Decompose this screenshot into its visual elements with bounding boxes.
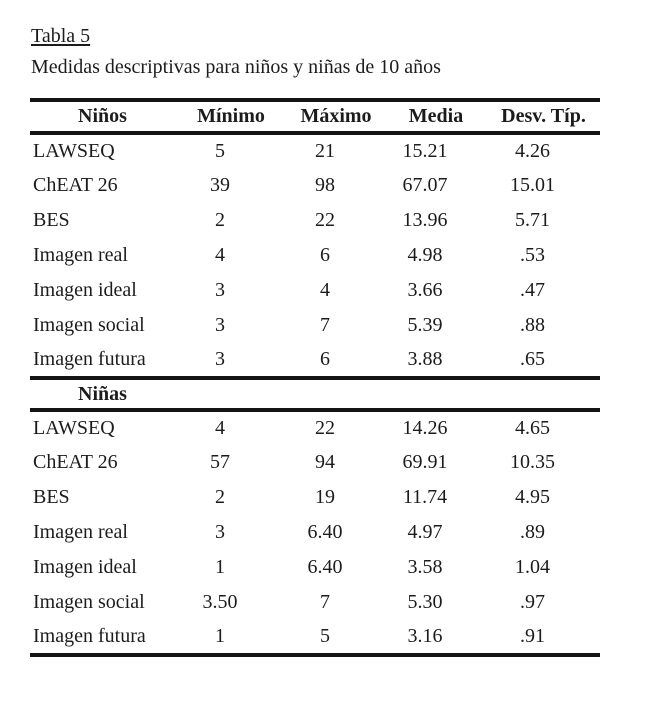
maximo-cell: 4 (320, 279, 330, 301)
minimo-cell: 1 (215, 556, 225, 578)
desv-tip-cell: .97 (520, 591, 545, 613)
minimo-cell: 4 (215, 417, 225, 439)
media-cell: 15.21 (402, 140, 448, 162)
table-row (30, 168, 600, 203)
desv-tip-cell: 4.65 (515, 417, 550, 439)
table-row (30, 410, 600, 445)
media-cell: 14.26 (402, 417, 448, 439)
desv-tip-cell: .47 (520, 279, 545, 301)
empty-cell (287, 378, 385, 410)
media-cell: 3.16 (407, 625, 443, 647)
maximo-cell: 6 (320, 348, 330, 370)
section-header-row (30, 378, 600, 410)
table-row (30, 620, 600, 655)
desv-tip-cell: 10.35 (510, 451, 555, 473)
empty-cell (487, 378, 600, 410)
column-header-maximo: Máximo (287, 100, 385, 133)
media-cell: 4.97 (407, 521, 443, 543)
minimo-cell: 4 (215, 244, 225, 266)
table-row (30, 273, 600, 308)
maximo-cell: 5 (320, 625, 330, 647)
minimo-cell: 1 (215, 625, 225, 647)
maximo-cell: 7 (320, 314, 330, 336)
row-label-cell: Imagen social (33, 591, 145, 613)
table-row (30, 480, 600, 515)
media-cell: 5.30 (407, 591, 443, 613)
table-row (30, 133, 600, 168)
row-label-cell: Imagen futura (33, 348, 146, 370)
minimo-cell: 3.50 (202, 591, 238, 613)
maximo-cell: 6 (320, 244, 330, 266)
section-header-ninas: Niñas (30, 378, 175, 410)
row-label-cell: LAWSEQ (33, 140, 115, 162)
desv-tip-cell: 4.95 (515, 486, 550, 508)
row-label-cell: Imagen real (33, 521, 128, 543)
descriptive-stats-table (30, 98, 600, 657)
row-label-cell: ChEAT 26 (33, 451, 118, 473)
maximo-cell: 22 (315, 417, 335, 439)
table-row (30, 445, 600, 480)
empty-cell (385, 378, 487, 410)
minimo-cell: 3 (215, 279, 225, 301)
table-row (30, 515, 600, 550)
media-cell: 3.88 (407, 348, 443, 370)
table-caption: Medidas descriptivas para niños y niñas de 10 años (31, 56, 441, 78)
desv-tip-cell: .65 (520, 348, 545, 370)
maximo-cell: 98 (315, 174, 335, 196)
column-header-minimo: Mínimo (175, 100, 287, 133)
desv-tip-cell: 15.01 (510, 174, 555, 196)
desv-tip-cell: 1.04 (515, 556, 550, 578)
desv-tip-cell: .91 (520, 625, 545, 647)
empty-cell (175, 378, 287, 410)
desv-tip-cell: .88 (520, 314, 545, 336)
minimo-cell: 39 (210, 174, 230, 196)
minimo-cell: 5 (215, 140, 225, 162)
desv-tip-cell: .53 (520, 244, 545, 266)
table-row (30, 203, 600, 238)
column-header-media: Media (385, 100, 487, 133)
maximo-cell: 19 (315, 486, 335, 508)
media-cell: 67.07 (402, 174, 448, 196)
media-cell: 4.98 (407, 244, 443, 266)
maximo-cell: 7 (320, 591, 330, 613)
maximo-cell: 22 (315, 209, 335, 231)
minimo-cell: 3 (215, 521, 225, 543)
media-cell: 69.91 (402, 451, 448, 473)
column-header-row (30, 100, 600, 133)
minimo-cell: 3 (215, 314, 225, 336)
row-label-cell: BES (33, 209, 70, 231)
maximo-cell: 6.40 (307, 556, 343, 578)
column-header-desv-tip: Desv. Típ. (487, 100, 600, 133)
desv-tip-cell: 4.26 (515, 140, 550, 162)
media-cell: 3.66 (407, 279, 443, 301)
table-row (30, 550, 600, 585)
minimo-cell: 57 (210, 451, 230, 473)
maximo-cell: 6.40 (307, 521, 343, 543)
media-cell: 11.74 (402, 486, 448, 508)
table-row (30, 308, 600, 343)
row-label-cell: Imagen social (33, 314, 145, 336)
table-row (30, 238, 600, 273)
row-label-cell: Imagen real (33, 244, 128, 266)
maximo-cell: 94 (315, 451, 335, 473)
minimo-cell: 2 (215, 486, 225, 508)
desv-tip-cell: 5.71 (515, 209, 550, 231)
row-label-cell: Imagen ideal (33, 556, 137, 578)
section-ninas-header (30, 378, 600, 410)
table-row (30, 585, 600, 620)
media-cell: 5.39 (407, 314, 443, 336)
row-label-cell: ChEAT 26 (33, 174, 118, 196)
table-header (30, 100, 600, 133)
minimo-cell: 2 (215, 209, 225, 231)
desv-tip-cell: .89 (520, 521, 545, 543)
media-cell: 3.58 (407, 556, 443, 578)
column-header-ninos: Niños (30, 100, 175, 133)
section-ninos (30, 133, 600, 378)
table-label: Tabla 5 (31, 25, 91, 47)
row-label-cell: Imagen ideal (33, 279, 137, 301)
table-row (30, 343, 600, 378)
section-ninas (30, 410, 600, 655)
row-label-cell: Imagen futura (33, 625, 146, 647)
maximo-cell: 21 (315, 140, 335, 162)
media-cell: 13.96 (402, 209, 448, 231)
row-label-cell: BES (33, 486, 70, 508)
minimo-cell: 3 (215, 348, 225, 370)
row-label-cell: LAWSEQ (33, 417, 115, 439)
